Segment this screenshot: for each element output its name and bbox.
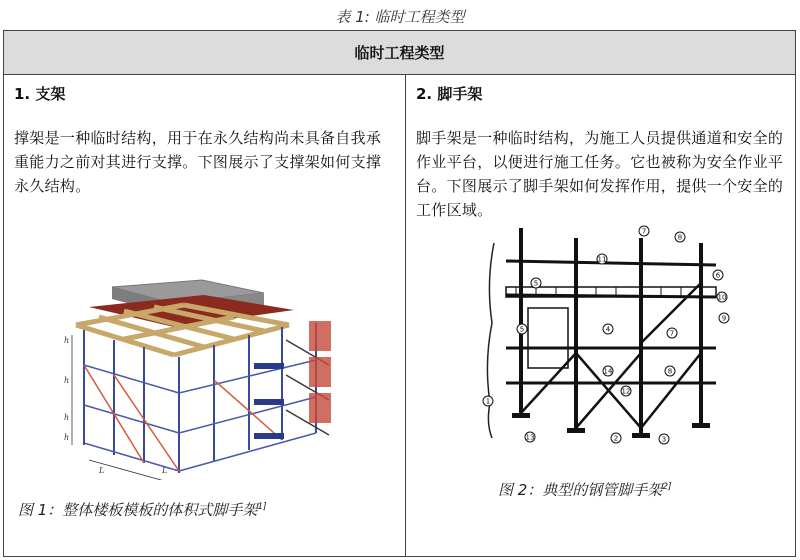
dimension-label: h — [64, 336, 70, 345]
callout-label: 5 — [533, 279, 539, 288]
callout-label: 14 — [603, 367, 613, 376]
callout-label: 3 — [661, 435, 667, 444]
scaffold-title: 2. 脚手架 — [416, 85, 483, 103]
dimension-label: L — [162, 466, 168, 475]
callout-label: 8 — [677, 233, 683, 242]
falsework-cell — [4, 75, 406, 556]
scaffold-cell — [406, 75, 795, 556]
scaffold-description: 脚手架是一种临时结构，为施工人员提供通道和安全的作业平台，以便进行施工任务。它也被称为安全作业平台。下图展示了脚手架如何发挥作用，提供一个安全的工作区域。 — [416, 129, 784, 219]
callout-label: 9 — [721, 314, 727, 323]
callout-label: 8 — [667, 367, 673, 376]
table-header: 临时工程类型 — [4, 31, 795, 75]
figure-2-reference: 2] — [662, 482, 672, 492]
figure-1-caption: 图 1：整体楼板模板的体积式脚手架$^{1]}$ — [18, 501, 267, 519]
callout-label: 7 — [641, 227, 647, 236]
temporary-works-table — [3, 30, 796, 557]
callout-label: 6 — [715, 271, 721, 280]
callout-label: 2 — [613, 434, 619, 443]
falsework-description: 撑架是一种临时结构，用于在永久结构尚未具备自我承重能力之前对其进行支撑。下图展示了支撑架如何支撑永久结构。 — [14, 129, 382, 195]
callout-label: 7 — [669, 329, 675, 338]
callout-label: 5 — [519, 325, 525, 334]
callout-label: 12 — [621, 387, 631, 396]
falsework-title: 1. 支架 — [14, 85, 66, 103]
dimension-label: h — [64, 413, 70, 422]
callout-label: 13 — [525, 433, 535, 442]
dimension-label: h — [64, 433, 70, 442]
table-caption: 表 1: 临时工程类型 — [335, 8, 465, 26]
figure-2-caption: 图 2：典型的钢管脚手架$^{2]}$ — [498, 481, 672, 499]
figure-1-reference: 1] — [257, 502, 267, 512]
dimension-label: h — [64, 376, 70, 385]
callout-label: 1 — [485, 397, 491, 406]
falsework-scaffold-illustration — [54, 235, 354, 480]
tube-scaffold-illustration — [476, 223, 736, 448]
callout-label: 4 — [605, 325, 611, 334]
dimension-label: L — [99, 466, 105, 475]
callout-label: 11 — [597, 255, 607, 264]
callout-label: 10 — [717, 293, 727, 302]
